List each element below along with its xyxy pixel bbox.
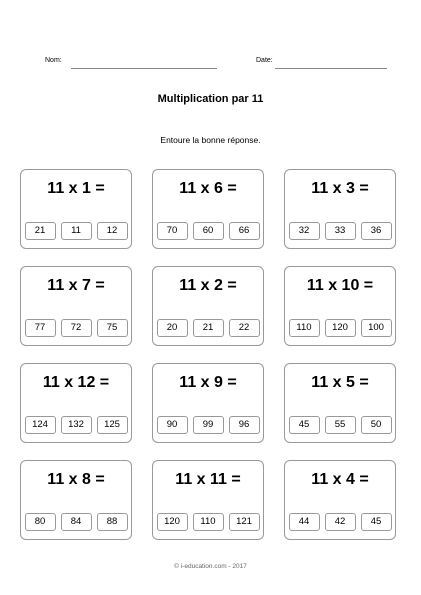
- question: 11 x 1 =: [47, 180, 105, 197]
- answer-option[interactable]: 90: [157, 416, 188, 434]
- exercise-card: [152, 266, 264, 346]
- answer-option[interactable]: 45: [361, 513, 392, 531]
- answer-option[interactable]: 11: [61, 222, 92, 240]
- question: 11 x 4 =: [311, 471, 369, 488]
- answer-option[interactable]: 100: [361, 319, 392, 337]
- question: 11 x 12 =: [42, 374, 110, 391]
- answer-option[interactable]: 36: [361, 222, 392, 240]
- answer-option[interactable]: 124: [25, 416, 56, 434]
- exercise-card: [152, 169, 264, 249]
- answer-options: [285, 416, 395, 434]
- footer-copyright: © i-education.com - 2017: [174, 563, 247, 570]
- answer-option[interactable]: 32: [289, 222, 320, 240]
- exercise-card: [20, 169, 132, 249]
- answer-option[interactable]: 21: [25, 222, 56, 240]
- question: 11 x 6 =: [179, 180, 237, 197]
- exercise-card: [284, 169, 396, 249]
- answer-option[interactable]: 55: [325, 416, 356, 434]
- exercise-card: [20, 363, 132, 443]
- exercise-card: [152, 363, 264, 443]
- question: 11 x 5 =: [311, 374, 369, 391]
- answer-option[interactable]: 45: [289, 416, 320, 434]
- answer-options: [285, 513, 395, 531]
- answer-option[interactable]: 44: [289, 513, 320, 531]
- answer-option[interactable]: 66: [229, 222, 260, 240]
- answer-option[interactable]: 121: [229, 513, 260, 531]
- exercise-card: [284, 460, 396, 540]
- question: 11 x 11 =: [175, 471, 241, 488]
- answer-option[interactable]: 42: [325, 513, 356, 531]
- answer-option[interactable]: 80: [25, 513, 56, 531]
- answer-option[interactable]: 60: [193, 222, 224, 240]
- answer-option[interactable]: 75: [97, 319, 128, 337]
- answer-options: [21, 416, 131, 434]
- answer-option[interactable]: 33: [325, 222, 356, 240]
- answer-options: [21, 513, 131, 531]
- answer-options: [21, 319, 131, 337]
- exercise-card: [20, 266, 132, 346]
- question: 11 x 7 =: [47, 277, 105, 294]
- answer-option[interactable]: 110: [193, 513, 224, 531]
- answer-options: [285, 319, 395, 337]
- answer-option[interactable]: 21: [193, 319, 224, 337]
- answer-option[interactable]: 84: [61, 513, 92, 531]
- answer-option[interactable]: 110: [289, 319, 320, 337]
- worksheet-instruction: Entoure la bonne réponse.: [160, 135, 261, 145]
- answer-option[interactable]: 99: [193, 416, 224, 434]
- exercise-card: [20, 460, 132, 540]
- exercise-card: [284, 266, 396, 346]
- question: 11 x 3 =: [311, 180, 369, 197]
- answer-option[interactable]: 50: [361, 416, 392, 434]
- answer-option[interactable]: 125: [97, 416, 128, 434]
- question: 11 x 10 =: [306, 277, 374, 294]
- answer-option[interactable]: 96: [229, 416, 260, 434]
- answer-option[interactable]: 22: [229, 319, 260, 337]
- exercise-card: [152, 460, 264, 540]
- question: 11 x 2 =: [179, 277, 237, 294]
- worksheet-title: Multiplication par 11: [157, 93, 264, 105]
- exercise-card: [284, 363, 396, 443]
- answer-option[interactable]: 20: [157, 319, 188, 337]
- answer-options: [153, 513, 263, 531]
- answer-options: [21, 222, 131, 240]
- answer-options: [285, 222, 395, 240]
- answer-option[interactable]: 132: [61, 416, 92, 434]
- question: 11 x 9 =: [179, 374, 237, 391]
- answer-option[interactable]: 120: [157, 513, 188, 531]
- answer-option[interactable]: 70: [157, 222, 188, 240]
- answer-option[interactable]: 12: [97, 222, 128, 240]
- answer-option[interactable]: 77: [25, 319, 56, 337]
- answer-option[interactable]: 88: [97, 513, 128, 531]
- question: 11 x 8 =: [47, 471, 105, 488]
- date-label: Date:: [256, 57, 273, 64]
- answer-options: [153, 222, 263, 240]
- answer-option[interactable]: 120: [325, 319, 356, 337]
- name-label: Nom:: [45, 57, 62, 64]
- answer-options: [153, 416, 263, 434]
- answer-option[interactable]: 72: [61, 319, 92, 337]
- answer-options: [153, 319, 263, 337]
